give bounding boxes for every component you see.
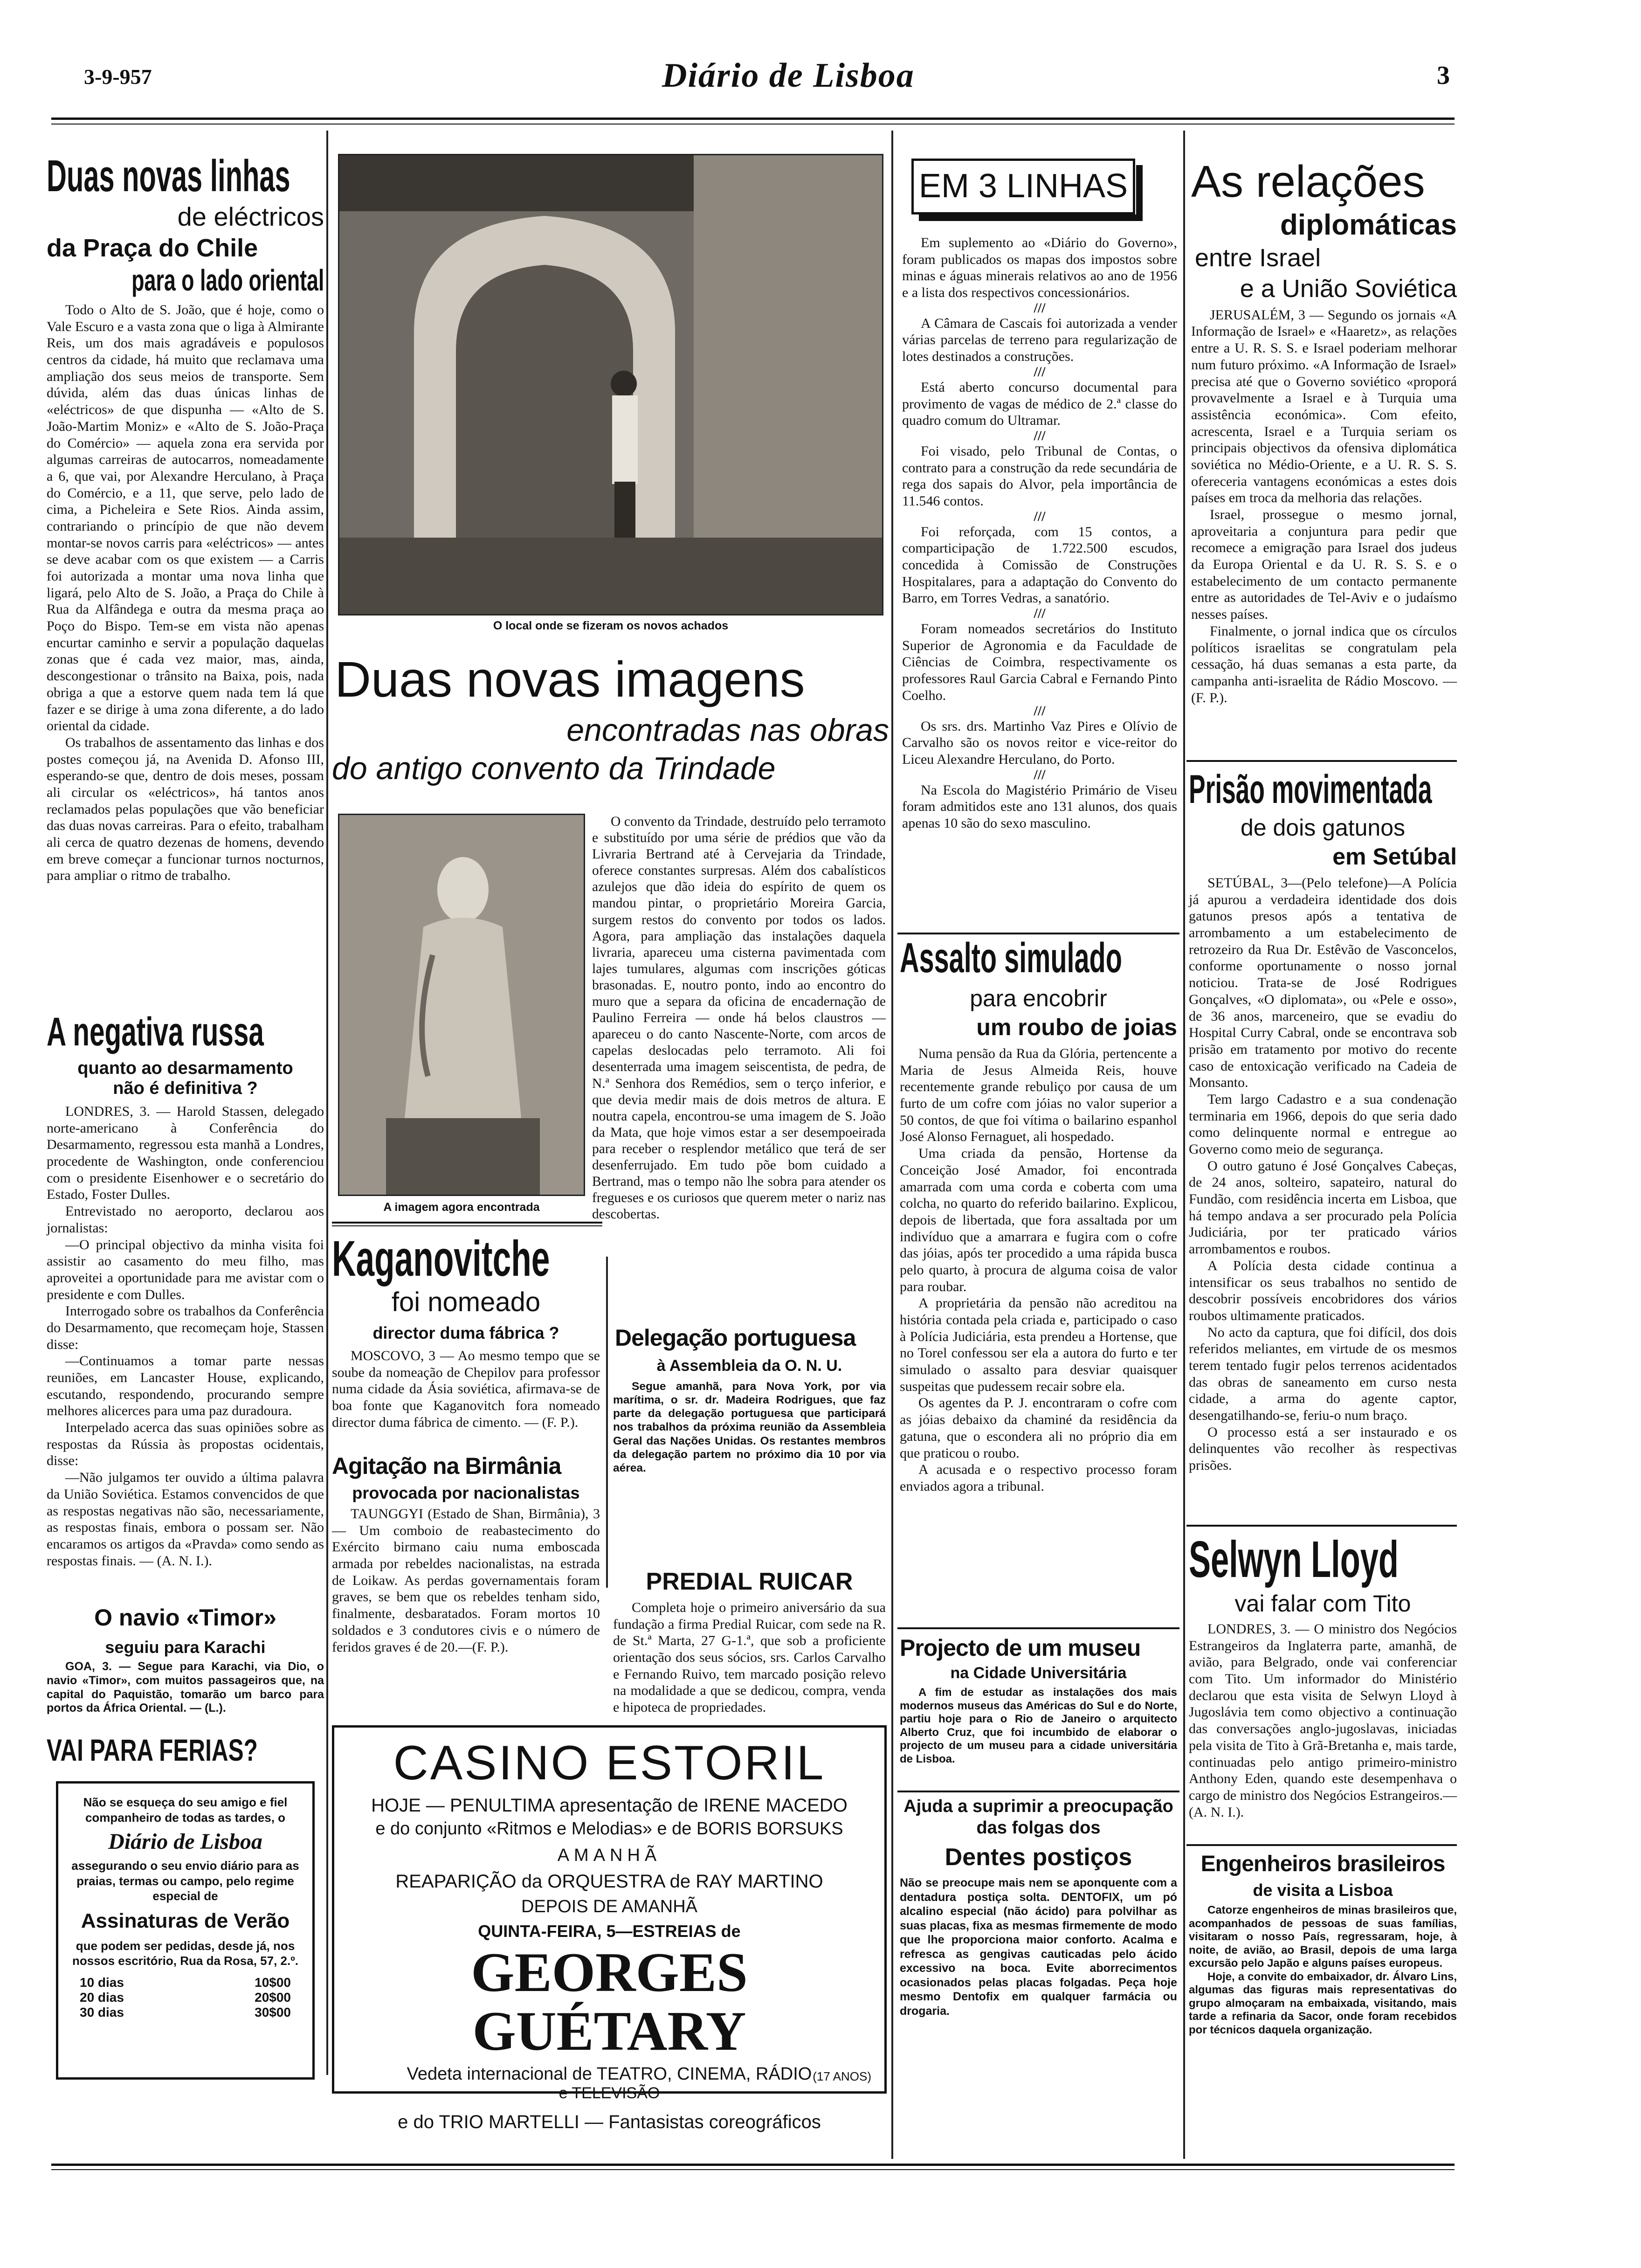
ad-line: DEPOIS DE AMANHÃ: [521, 1897, 697, 1917]
separator: ///: [1034, 606, 1046, 622]
photo-illustration: [339, 815, 585, 1196]
headline: Selwyn Lloyd: [1189, 1531, 1399, 1588]
article-predial: [613, 1567, 886, 1716]
masthead: [51, 56, 1455, 117]
photo-excavation-site: [338, 154, 883, 615]
price-row: 30 dias 30$00: [80, 2005, 291, 2019]
ad-headline: Dentes postiços: [945, 1844, 1132, 1871]
article-paragraph: A acusada e o respectivo processo foram enviados agora a tribunal.: [900, 1462, 1177, 1494]
headline: Duas novas linhas: [47, 151, 290, 201]
photo-illustration: [339, 155, 883, 615]
footer-rule: [51, 2164, 1455, 2166]
article-paragraph: O convento da Trindade, destruído pelo terramoto e substituído por uma série de prédios que vão da Livraria Bertrand até à Cervejaria da Trindade, oferece constantes surpresas. Além dos cabalísticos azulejos que dão ideia do espírito de quem os mandou pintar, o proprietário Moreira Garcia, surgem restos do convento por todos os lados. Agora, para ampliação das instalações daquela livraria, apareceu uma cisterna pavimentada com lajes tumulares, algumas com inscrições góticas brasonadas. E, noutro ponto, indo ao encontro do muro que a separa da oficina de encadernação de Paulino Ferreira — onde há belos claustros — apareceu o do canto Nascente-Norte, com arcos de capelas deslocadas pelo terramoto. Ali foi desenterrada uma imagem seiscentista, de pedra, de N.ª Senhora dos Remédios, sem o terço inferior, e que devia medir mais de dois metros de altura. E noutra capela, encontrou-se uma imagem de S. João da Mata, que hoje vimos estar a ser desempoeirada para receber o resplendor metálico que terá de ser desenferrujado. Em tudo põe bom cuidado a Bertrand, mas o tempo não lhe sobra para atender os fregueses e os curiosos que querem meter o nariz nas descobertas.: [592, 814, 886, 1222]
article-paragraph: No acto da captura, que foi difícil, dos dois referidos meliantes, em virtude de os mesmos terem tentado fugir pelos terrenos acidentados das obras de saneamento em curso nesta cidade, a arma do agente captor, desengatilhando-se, feriu-o num braço.: [1189, 1324, 1457, 1423]
section-rule: [1186, 1525, 1457, 1528]
price-list: [70, 1975, 300, 2020]
ad-title: CASINO ESTORIL: [393, 1736, 826, 1790]
ad-subtitle: Assinaturas de Verão: [81, 1909, 290, 1932]
article-assalto: [900, 937, 1177, 1495]
subheadline: director duma fábrica ?: [372, 1323, 559, 1342]
subheadline: na Cidade Universitária: [950, 1664, 1127, 1682]
headline: Engenheiros brasileiros: [1200, 1852, 1445, 1876]
subheadline: diplomáticas: [1280, 208, 1457, 241]
column-rule: [891, 131, 893, 2159]
subheadline: seguiu para Karachi: [105, 1638, 266, 1657]
em-3-linhas-title-box: [911, 159, 1145, 221]
article-paragraph: Finalmente, o jornal indica que os círculos políticos israelitas se congratulam pela cessação, há duas semanas a esta parte, da campanha anti-israelita de Rádio Moscovo. — (F. P.).: [1191, 623, 1457, 705]
article-paragraph: Israel, prossegue o mesmo jornal, aproveitaria a conjuntura para pedir que recomece a emigração para Israel dos judeus da Europa Oriental e da U. R. S. S. e o estabelecimento de um contacto permanente entre as autoridades de Tel-Aviv e o judaísmo nesses países.: [1191, 507, 1457, 622]
article-paragraph: JERUSALÉM, 3 — Segundo os jornais «A Informação de Israel» e «Haaretz», as relações entre a U. R. S. S. e Israel poderiam melhorar num futuro próximo. «A Informação de Israel» precisa até que o Governo soviético «proporá provavelmente a Israel e à Turquia uma assistência económica». Com efeito, acrescenta, Israel e a Turquia seriam os principais objectivos da ofensiva diplomática soviética no Médio-Oriente, e a U. R. S. S. ofereceria vantagens económicas a estes dois países em troca da melhoria das relações.: [1191, 307, 1457, 506]
price-row: 10 dias 10$00: [80, 1975, 291, 1990]
photo-statue: [338, 814, 585, 1196]
article-paragraph: Interrogado sobre os trabalhos da Conferência do Desarmamento, que recomeçam hoje, Stassen disse:: [47, 1303, 324, 1352]
ad-line: e do TRIO MARTELLI — Fantasistas coreográficos: [398, 2112, 821, 2133]
article-paragraph: Interpelado acerca das suas opiniões sobre as respostas da Rússia às propostas ocidentais, disse:: [47, 1420, 324, 1469]
separator: ///: [1034, 300, 1046, 316]
article-electricos: [47, 151, 324, 884]
footer-rule-thin: [51, 2169, 1455, 2170]
article-paragraph: O outro gatuno é José Gonçalves Cabeças, de 24 anos, solteiro, sapateiro, natural do Fundão, com residência incerta em Lisboa, que há tempo andava a ser procurado pela Polícia Judiciária, por ter praticado vários arrombamentos e roubos.: [1189, 1158, 1457, 1257]
ad-text: que podem ser pedidas, desde já, nos nossos escritório, Rua da Rosa, 57, 2.º.: [72, 1938, 298, 1968]
article-paragraph: Todo o Alto de S. João, que é hoje, como o Vale Escuro e a vasta zona que o liga à Almirante Reis, um dos mais agradáveis e populosos centros da cidade, há muito que reclamava uma ampliação dos seus meios de transporte. Sem dúvida, além das duas únicas linhas de «eléctricos» de que dispunha — «Alto de S. João-Martim Moniz» e «Alto de S. João-Praça do Comércio» — aquela zona era servida por algumas carreiras de autocarros, nomeadamente a 6, que vai, por Alexandre Herculano, à Praça do Comércio, e a 11, que serve, pelo lado de cima, a Picheleira e Sete Rios. Ainda assim, contrariando o princípio de que não devem montar-se novos carris para «eléctricos» — antes se deve acabar com os que existem — a Carris foi autorizada a montar uma nova linha que ligará, pelo Alto de S. João, a Praça do Chile à Rua da Alfândega e outra da mesma praça ao Poço do Bispo. Tem-se em vista não apenas encurtar caminho e servir a população daquelas zonas que é cada vez maior, mas, ainda, descongestionar o trânsito na Baixa, pois, nada obriga a que a estorve quem nada tem lá que fazer e se dirige à uma zona diferente, a do lado oriental da cidade.: [47, 302, 324, 734]
article-paragraph: Catorze engenheiros de minas brasileiros que, acompanhados de pessoas de suas famílias, visitaram o nosso País, regressaram, hoje, à noite, de avião, ao Brasil, depois de uma larga excursão pelo Japão e alguns países europeus.: [1189, 1904, 1457, 1970]
separator: ///: [1034, 508, 1046, 524]
separator: ///: [1034, 703, 1046, 719]
subheadline: de visita a Lisboa: [1253, 1881, 1393, 1900]
subheadline: entre Israel: [1195, 243, 1321, 272]
subheadline: de dois gatunos: [1240, 815, 1406, 841]
article-paragraph: O processo está a ser instaurado e os delinquentes vão recolher às respectivas prisões.: [1189, 1424, 1457, 1473]
article-paragraph: MOSCOVO, 3 — Ao mesmo tempo que se soube da nomeação de Chepilov para professor numa cidade da Ásia soviética, afirmava-se de boa fonte que Kaganovitch fora nomeado director duma fábrica de cimento. — (F. P.).: [332, 1348, 600, 1430]
headline: As relações: [1191, 157, 1425, 207]
column-rule: [606, 1257, 608, 1588]
ad-line: AMANHÃ: [557, 1846, 662, 1866]
subheadline: provocada por nacionalistas: [352, 1483, 580, 1502]
section-rule: [897, 1627, 1179, 1631]
ad-text: assegurando o seu envio diário para as praias, termas ou campo, pelo regime especial de: [71, 1859, 299, 1903]
ad-headline: Ajuda a suprimir a preocupação das folgas dos: [903, 1797, 1173, 1838]
article-lloyd: [1189, 1531, 1457, 1820]
masthead-rule: [51, 118, 1455, 120]
brief-item: Foi reforçada, com 15 contos, a comparticipação de 1.722.500 escudos, concedida à Comissão de Construções Hospitalares, para a adaptação do Convento do Barro, em Torres Vedras, a sanatório.: [902, 524, 1177, 606]
issue-date: 3-9-957: [84, 65, 152, 89]
article-negativa-russa: [47, 1012, 324, 1569]
brief-item: Em suplemento ao «Diário do Governo», foram publicados os mapas dos impostos sobre minas e águas minerais relativos ao ano de 1956 e a lista dos respectivos concessionários.: [902, 235, 1177, 301]
headline: Duas novas imagens: [335, 651, 805, 707]
article-paragraph: Entrevistado no aeroporto, declarou aos jornalistas:: [47, 1203, 324, 1236]
ad-line: QUINTA-FEIRA, 5—ESTREIAS de: [478, 1922, 741, 1941]
newspaper-title: Diário de Lisboa: [662, 56, 915, 95]
brief-item: Foram nomeados secretários do Instituto Superior de Agronomia e da Faculdade de Ciências de Coimbra, respectivamente os professores Raul Garcia Cabral e Fernando Pinto Coelho.: [902, 621, 1177, 703]
headline: PREDIAL RUICAR: [646, 1568, 853, 1595]
brief-item: A Câmara de Cascais foi autorizada a vender várias parcelas de terreno para regularização de lotes destinados a construções.: [902, 315, 1177, 365]
photo-caption: O local onde se fizeram os novos achados: [493, 619, 729, 632]
article-paragraph: —O principal objectivo da minha visita foi assistir ao casamento do meu filho, mas aproveitei a oportunidade para me avistar com o presidente e com Dulles.: [47, 1237, 324, 1302]
subheadline: foi nomeado: [391, 1287, 541, 1317]
article-paragraph: —Não julgamos ter ouvido a última palavra da União Soviética. Estamos convencidos de que as respostas negativas não são, necessariamente, as respostas finais, embora o possam ser. Não encaramos os artigos da «Pravda» como sendo as respostas finais. — (A. N. I.).: [47, 1470, 324, 1569]
brief-item: Os srs. drs. Martinho Vaz Pires e Olívio de Carvalho são os novos reitor e vice-reitor do Liceu Alexandre Herculano, do Porto.: [902, 718, 1177, 767]
subheadline: vai falar com Tito: [1234, 1590, 1411, 1617]
section-rule: [332, 1222, 602, 1226]
column-rule: [1183, 131, 1185, 2159]
separator: ///: [1034, 428, 1046, 443]
article-paragraph: SETÚBAL, 3—(Pelo telefone)—A Polícia já apurou a verdadeira identidade dos dois gatunos presos após a tentativa de arrombamento a um estabelecimento de retrozeiro da Rua Dr. Estêvão de Vasconcelos, conforme oportunamente o nosso jornal noticiou. Trata-se de José Rodrigues Gonçalves, «O diplomata», ou «Pele e osso», de 36 anos, marceneiro, que se evadiu do Hospital Curry Cabral, onde se encontrava sob prisão em tratamento por motivo do recente caso de entoxicação verificado na Cadeia de Monsanto.: [1189, 875, 1457, 1091]
subheadline: encontradas nas obras: [566, 712, 889, 748]
ad-line: Vedeta internacional de TEATRO, CINEMA, RÁDIO: [407, 2064, 812, 2084]
em-3-linhas-column: [902, 159, 1177, 832]
section-rule: [1186, 1844, 1457, 1848]
article-birmania: [332, 1452, 600, 1655]
page-number: 3: [1437, 61, 1450, 90]
headline: Prisão movimentada: [1189, 767, 1432, 812]
ad-ferias: [47, 1735, 324, 2082]
separator: ///: [1034, 364, 1046, 380]
article-paragraph: GOA, 3. — Segue para Karachi, via Dio, o navio «Timor», com muitos passageiros que, na capital do Paquistão, tomarão um barco para portos da África Oriental. — (L.).: [47, 1660, 324, 1715]
subheadline: do antigo convento da Trindade: [332, 751, 776, 787]
headline: Projecto de um museu: [900, 1635, 1141, 1661]
ad-age-rating: (17 ANOS): [813, 2069, 871, 2083]
subheadline: em Setúbal: [1332, 844, 1457, 870]
article-paragraph: A fim de estudar as instalações dos mais modernos museus das Américas do Sul e do Norte, partiu hoje para o Rio de Janeiro o arquitecto Alberto Cruz, que foi incumbido de elaborar o projecto de um museu para a cidade universitária de Lisboa.: [900, 1686, 1177, 1765]
ad-line: e do conjunto «Ritmos e Melodias» e de BORIS BORSUKS: [375, 1819, 843, 1839]
headline: A negativa russa: [47, 1010, 264, 1054]
headline: O navio «Timor»: [94, 1604, 276, 1631]
article-engenheiros: [1189, 1851, 1457, 2037]
subheadline: quanto ao desarmamento não é definitiva ?: [77, 1058, 293, 1098]
ad-dentofix: [900, 1796, 1177, 2018]
article-paragraph: Uma criada da pensão, Hortense da Conceição José Amador, foi encontrada amarrada com uma corda e coberta com uma colcha, no quarto do referido bailarino. Explicou, depois de libertada, que fora assaltada por um indivíduo que a amarrara e fugira com o cofre das jóias, após ter procedido a uma rápida busca pelo quarto, à procura de alguma coisa de valor para roubar.: [900, 1146, 1177, 1294]
ad-text: Não se esqueça do seu amigo e fiel companheiro de todas as tardes, o: [83, 1795, 288, 1825]
headline: Agitação na Birmânia: [332, 1453, 561, 1479]
article-paragraph: Numa pensão da Rua da Glória, pertencente a Maria de Jesus Almeida Reis, houve recentemente grande rebuliço por causa de um furto de um cofre com jóias no valor superior a 50 contos, de que foi vítima o bailarino espanhol José Alonso Fernaguet, ali hospedado.: [900, 1046, 1177, 1145]
article-paragraph: LONDRES, 3. — Harold Stassen, delegado norte-americano à Conferência do Desarmamento, regressou esta manhã a Londres, procedente de Washington, onde conferenciou com o presidente Eisenhower e o secretário do Estado, Foster Dulles.: [47, 1104, 324, 1203]
column-rule: [326, 131, 328, 2075]
article-paragraph: TAUNGGYI (Estado de Shan, Birmânia), 3 — Um comboio de reabastecimento do Exército birmano caiu numa emboscada armada por rebeldes nacionalistas, na estrada de Loikaw. As perdas governamentais foram graves, se bem que os rebeldes tenham sido, finalmente, desbaratados. Foram mortos 10 soldados e 3 condutores civis e o número de feridos graves é de 20.—(F. P.).: [332, 1506, 600, 1655]
section-title: EM 3 LINHAS: [911, 159, 1135, 214]
subheadline: da Praça do Chile: [47, 234, 258, 262]
ad-text: Não se preocupe mais nem se aponquente com a dentadura postiça solta. DENTOFIX, um pó alcalino especial (não ácido) para polvilhar as suas placas, fixa as mesmas firmemente de modo que lhe proporciona maior conforto. Acalma e refresca as gengivas cauticadas pelo ácido excessivo na boca. Evite aborrecimentos ocasionados pelas placas folgadas. Peça hoje mesmo Dentofix em qualquer farmácia ou drogaria.: [900, 1876, 1177, 2018]
subheadline: para o lado oriental: [131, 263, 324, 297]
ad-box: [56, 1781, 315, 2080]
article-paragraph: Segue amanhã, para Nova York, por via marítima, o sr. dr. Madeira Rodrigues, que faz parte da delegação portuguesa que participará nos trabalhos da próxima reunião da Assembleia Geral das Nações Unidas. Os restantes membros da delegação partem no próximo dia 10 por via aérea.: [613, 1380, 886, 1474]
article-prisao: [1189, 769, 1457, 1474]
ad-paper-name: Diário de Lisboa: [108, 1829, 262, 1854]
headline: Delegação portuguesa: [615, 1325, 856, 1351]
article-paragraph: Hoje, a convite do embaixador, dr. Álvaro Lins, algumas das figuras mais representativas do grupo almoçaram na embaixada, visitando, mais tarde a refinaria da Sacor, onde foram recebidos por técnicos daquela organização.: [1189, 1970, 1457, 2036]
subheadline: para encobrir: [970, 985, 1107, 1011]
ad-casino-estoril: [332, 1725, 887, 2133]
article-paragraph: A proprietária da pensão não acreditou na história contada pela criada e, participado o caso à Polícia Judiciária, esta prendeu a Hortense, que no Torel confessou ser ela a autora do furto e ter simulado o assalto para desviar quaisquer suspeitas que pudessem recair sobre ela.: [900, 1295, 1177, 1394]
ad-line: HOJE — PENULTIMA apresentação de IRENE MACEDO: [371, 1795, 848, 1816]
article-navio-timor: [47, 1604, 324, 1715]
subheadline: um roubo de joias: [976, 1014, 1177, 1040]
headline: Assalto simulado: [900, 935, 1122, 982]
article-relacoes: [1191, 159, 1457, 706]
article-museu: [900, 1634, 1177, 1766]
brief-item: Foi visado, pelo Tribunal de Contas, o contrato para a construção da rede secundária de rega dos sapais do Alvor, pela importância de 11.546 contos.: [902, 443, 1177, 509]
article-paragraph: Completa hoje o primeiro aniversário da sua fundação a firma Predial Ruicar, com sede na R. de St.ª Marta, 27 G-1.ª, que sob a proficiente orientação dos seus sócios, srs. Carlos Carvalho e Fernando Ruivo, tem marcado posição relevo na modalidade a que se dedicou, compra, venda e hipoteca de propriedades.: [613, 1600, 886, 1715]
subheadline: à Assembleia da O. N. U.: [656, 1357, 842, 1375]
subheadline: e a União Soviética: [1240, 274, 1457, 303]
separator: ///: [1034, 767, 1046, 782]
article-paragraph: Os agentes da P. J. encontraram o cofre com as jóias debaixo da chaminé da residência da gatuna, que o escondera ali no próprio dia em que praticou o roubo.: [900, 1395, 1177, 1461]
ad-star-name: GEORGES GUÉTARY: [471, 1941, 748, 2062]
title-shadow: [919, 214, 1143, 221]
ad-line: REAPARIÇÃO da ORQUESTRA de RAY MARTINO: [395, 1871, 823, 1892]
article-paragraph: Tem largo Cadastro e a sua condenação terminaria em 1966, depois do que seria dado como delinquente normal e entregue ao Governo como meio de segurança.: [1189, 1091, 1457, 1157]
article-delegacao: [613, 1324, 886, 1475]
brief-item: Está aberto concurso documental para provimento de vagas de médico de 2.ª classe do quadro comum do Ultramar.: [902, 379, 1177, 429]
article-paragraph: —Continuamos a tomar parte nessas reuniões, em Lancaster House, explicando, escutando, respondendo, procurando sempre melhores alicerces para uma paz duradoura.: [47, 1353, 324, 1419]
subheadline: de eléctricos: [177, 202, 324, 231]
article-paragraph: LONDRES, 3. — O ministro dos Negócios Estrangeiros da Inglaterra parte, amanhã, de avião, para Belgrado, onde vai conferenciar com Tito. Um informador do Ministério declarou que esta visita de Selwyn Lloyd à Jugoslávia tem como objectivo a continuação das conversações anglo-jugoslavas, iniciadas pela visita de Tito à Grã-Bretanha e, mais tarde, continuadas pelo antigo primeiro-ministro Anthony Eden, quando este desempenhava o cargo de ministro dos Negócios Estrangeiros.—(A. N. I.).: [1189, 1621, 1457, 1820]
price-row: 20 dias 20$00: [80, 1990, 291, 2005]
section-rule: [897, 1791, 1179, 1794]
article-kaganovitche: [332, 1230, 600, 1431]
title-shadow: [1136, 165, 1143, 221]
photo-caption: A imagem agora encontrada: [383, 1201, 540, 1214]
article-trindade-headline: [332, 653, 889, 787]
ad-line: e TELEVISÃO: [558, 2084, 660, 2102]
article-paragraph: A Polícia desta cidade continua a intensificar os seus trabalhos no sentido de descobrir possíveis encobridores dos vários roubos ultimamente praticados.: [1189, 1258, 1457, 1323]
brief-item: Na Escola do Magistério Primário de Viseu foram admitidos este ano 131 alunos, dos quais apenas 10 são do sexo masculino.: [902, 782, 1177, 831]
article-paragraph: Os trabalhos de assentamento das linhas e dos postes começou já, na Avenida D. Afonso III, esperando-se que, dentro de dois meses, possam ali circular os «eléctricos», há tantos anos reclamados pelas populações que vão beneficiar das duas novas carreiras. Para o efeito, trabalham ali cerca de quatro dezenas de homens, devendo em breve começar a funcionar turnos nocturnos, para ampliar o ritmo de trabalho.: [47, 734, 324, 884]
headline: Kaganovitche: [332, 1230, 550, 1286]
section-rule: [1186, 760, 1457, 764]
ad-title: VAI PARA FERIAS?: [47, 1733, 258, 1767]
